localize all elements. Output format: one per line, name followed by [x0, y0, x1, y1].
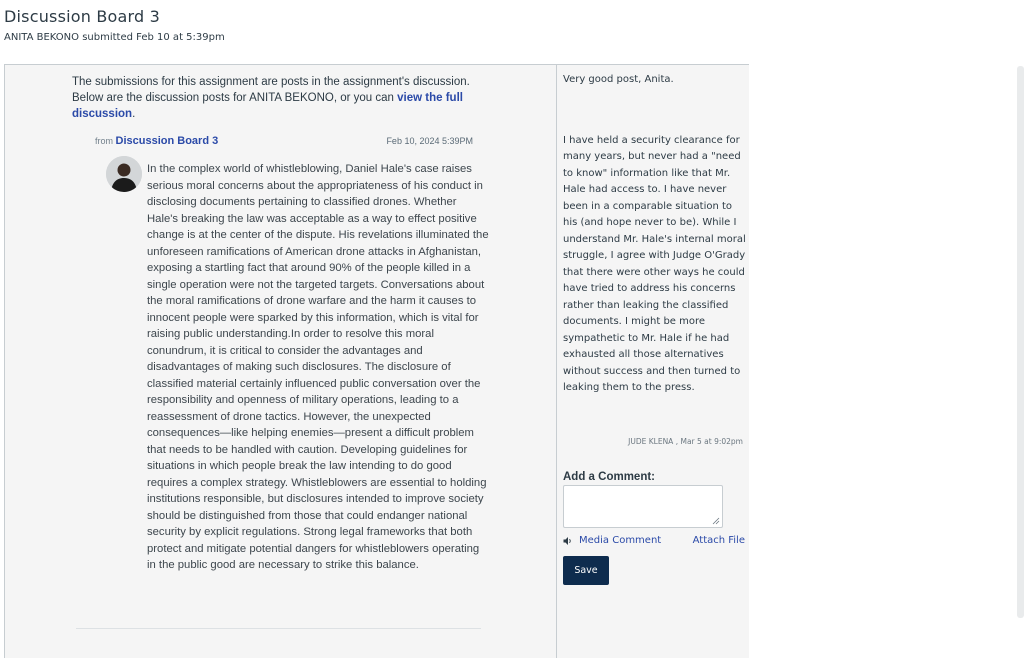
media-comment-label: Media Comment [579, 535, 662, 546]
entry-meta [95, 135, 473, 147]
comment-input[interactable] [563, 485, 723, 528]
speaker-icon [563, 536, 573, 546]
save-button[interactable]: Save [563, 556, 609, 585]
discussion-pane [5, 65, 556, 658]
attach-file-link[interactable]: Attach File [692, 535, 745, 546]
comment-paragraph-1: Very good post, Anita. [563, 74, 674, 85]
resize-grip-icon[interactable] [712, 517, 720, 525]
discussion-topic-link[interactable]: Discussion Board 3 [115, 135, 219, 147]
comment-paragraph-2: I have held a security clearance for many years, but never had a "need to know" information like that Mr. Hale had access to. I have never been in a comparable situation to his (and hope never to be). While I understand Mr. Hale's internal moral struggle, I agree with Judge O'Grady that there were other ways he could have tried to address his concerns rather than leaking the classified documents. I might be more sympathetic to Mr. Hale if he had exhausted all those alternatives without success and then turned to leaking them to the press. [563, 134, 746, 393]
intro-text-before: The submissions for this assignment are posts in the assignment's discussion. Below are the discussion posts for ANITA BEKONO, or you can [72, 76, 470, 104]
submission-frame [4, 64, 749, 658]
add-comment-label: Add a Comment: [563, 471, 655, 483]
intro-text [72, 74, 482, 122]
entry-divider [76, 628, 481, 629]
avatar-person-icon [106, 156, 142, 192]
avatar[interactable] [106, 156, 142, 192]
submission-header [4, 7, 225, 43]
intro-text-after: . [132, 108, 136, 120]
entry-date: Feb 10, 2024 5:39PM [386, 136, 473, 146]
comment-actions [563, 535, 745, 549]
view-full-discussion-link[interactable]: view the full discussion [72, 92, 463, 120]
comments-pane [556, 65, 749, 658]
post-body: In the complex world of whistleblowing, Daniel Hale's case raises serious moral concerns about the appropriateness of his conduct in disclosing documents pertaining to classified drones. Whether Hale's breaking the law was acceptable as a way to effect positive change is at the center of the dispute. His revelations illuminated the unforeseen ramifications of American drone attacks in Afghanistan, exposing a startling fact that around 90% of the people killed in a single operation were not the targeted targets. Conversations about the moral ramifications of drone warfare and the harm it causes to innocent people were sparked by this information, which is vital for raising public understanding.In order to resolve this moral conundrum, it is critical to consider the advantages and disadvantages of making such disclosures. The disclosure of classified material certainly influenced public conversation over the responsibility and openness of military operations, leading to a reassessment of drone tactics. However, the unexpected consequences—like helping enemies—present a difficult problem that needs to be handled with caution. Developing guidelines for situations in which people break the law intending to do good requires a complex strategy. Whistleblowers are essential to holding institutions responsible, but disclosures intended to improve society should be distinguished from those that could endanger national security by explicit regulations. Strong legal frameworks that both protect and mitigate potential dangers for whistleblowers operating in the public good are necessary to strike this balance. [147, 163, 489, 571]
page-title: Discussion Board 3 [4, 7, 161, 26]
comment-body [563, 72, 747, 397]
submission-info: ANITA BEKONO submitted Feb 10 at 5:39pm [4, 32, 225, 43]
from-label: from [95, 136, 113, 146]
media-comment-link[interactable] [563, 535, 661, 546]
comment-author: JUDE KLENA , Mar 5 at 9:02pm [628, 437, 743, 446]
page-scrollbar[interactable] [1017, 66, 1024, 618]
